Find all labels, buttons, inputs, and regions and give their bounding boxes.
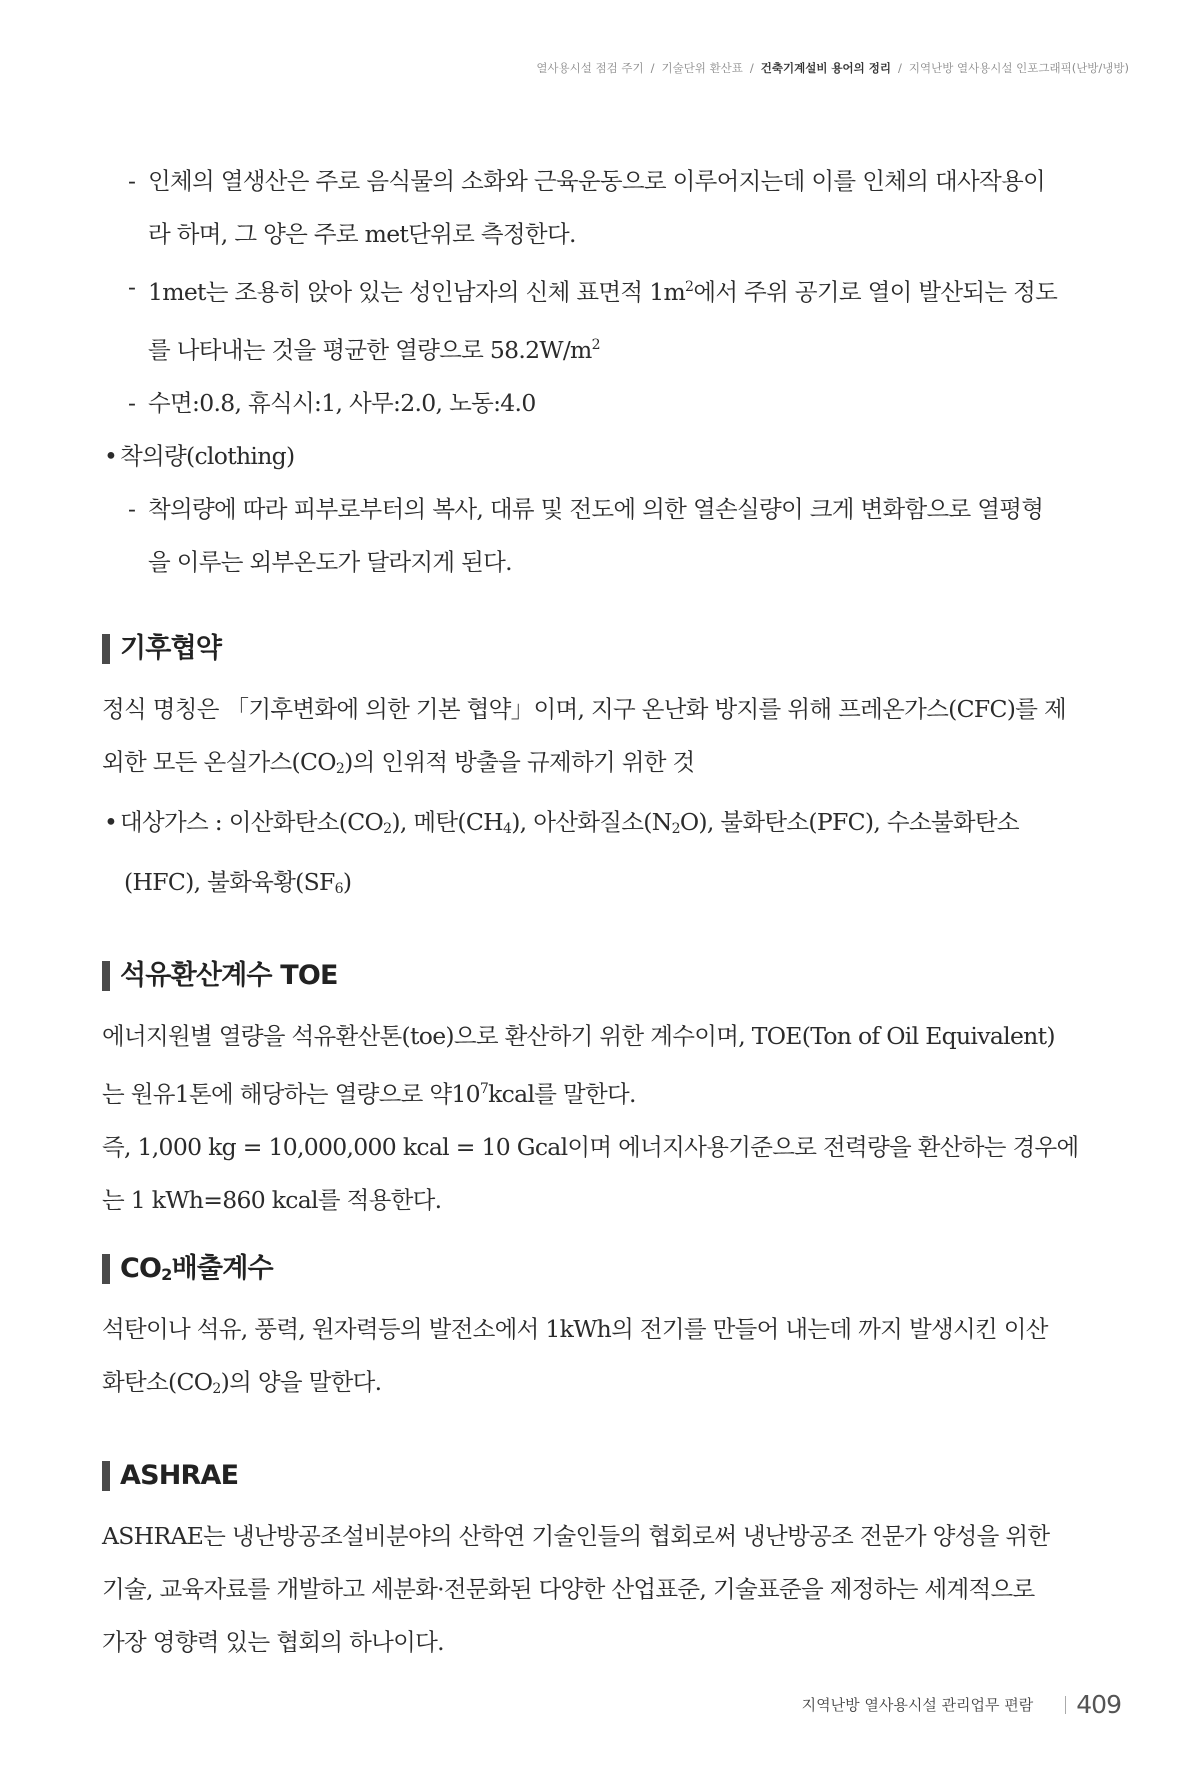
section-heading-ashrae	[102, 1456, 1112, 1496]
bullet-marker: •	[104, 808, 118, 836]
breadcrumb-item-current[interactable]: 건축기계설비 용어의 정리	[760, 61, 891, 75]
paragraph-line	[128, 261, 1112, 319]
paragraph-line: 기술, 교육자료를 개발하고 세분화·전문화된 다양한 산업표준, 기술표준을 제정하는 세계적으로	[102, 1575, 1035, 1603]
paragraph-line: 을 이루는 외부온도가 달라지게 된다.	[148, 548, 512, 576]
breadcrumb	[536, 60, 1129, 76]
text-run: 대상가스 : 이산화탄소(CO	[120, 808, 384, 836]
paragraph-line: 석탄이나 석유, 풍력, 원자력등의 발전소에서 1kWh의 전기를 만들어 내는데 까지 발생시킨 이산	[102, 1315, 1048, 1343]
subscript: 2	[161, 1265, 172, 1284]
superscript: 2	[591, 337, 600, 353]
text-run: 에서 주위 공기로 열이 발산되는 정도	[693, 278, 1058, 306]
dash-item-met-values	[102, 377, 1112, 430]
paragraph-line: 가장 영향력 있는 협회의 하나이다.	[102, 1628, 444, 1656]
paragraph-line: 라 하며, 그 양은 주로 met단위로 측정한다.	[148, 220, 576, 248]
subscript: 2	[383, 821, 392, 837]
subscript: 2	[212, 1381, 221, 1397]
heading-text: 기후협약	[120, 633, 222, 664]
footer-title: 지역난방 열사용시설 관리업무 편람	[801, 1696, 1034, 1714]
text-run: 화탄소(CO	[102, 1368, 213, 1396]
paragraph-line: 에너지원별 열량을 석유환산톤(toe)으로 환산하기 위한 계수이며, TOE(Ton of Oil Equivalent)	[102, 1022, 1055, 1050]
section-heading-toe	[102, 956, 1112, 996]
heading-bar	[102, 634, 110, 664]
bullet-marker: •	[104, 442, 118, 470]
heading-bar	[102, 961, 110, 991]
breadcrumb-separator: /	[898, 61, 902, 75]
text-run: kcal를 말한다.	[488, 1080, 636, 1108]
breadcrumb-item[interactable]: 열사용시설 점검 주기	[536, 61, 644, 75]
heading-bar	[102, 1254, 110, 1284]
paragraph-line: 인체의 열생산은 주로 음식물의 소화와 근육운동으로 이루어지는데 이를 인체의 대사작용이	[148, 167, 1045, 195]
paragraph-line	[102, 856, 1112, 916]
paragraph-line: ASHRAE는 냉난방공조설비분야의 산학연 기술인들의 협회로써 냉난방공조 전문가 양성을 위한	[102, 1522, 1050, 1550]
section-heading-climate	[102, 629, 1112, 669]
heading-text: 석유환산계수 TOE	[120, 960, 338, 991]
breadcrumb-separator: /	[650, 61, 655, 75]
text-run: 외한 모든 온실가스(CO	[102, 748, 336, 776]
paragraph-line: 수면:0.8, 휴식시:1, 사무:2.0, 노동:4.0	[148, 389, 536, 417]
dash-item-metabolism	[102, 155, 1112, 208]
text-run: 는 원유1톤에 해당하는 열량으로 약10	[102, 1080, 480, 1108]
text-run: )의 양을 말한다.	[220, 1368, 382, 1396]
heading-bar	[102, 1461, 110, 1491]
page-number: 409	[1076, 1690, 1121, 1719]
paragraph-line: 정식 명칭은 「기후변화에 의한 기본 협약」이며, 지구 온난화 방지를 위해 프레온가스(CFC)를 제	[102, 695, 1066, 723]
bullet-item-clothing	[102, 430, 1112, 483]
text-run: O), 불화탄소(PFC), 수소불화탄소	[679, 808, 1019, 836]
subscript: 2	[671, 821, 680, 837]
paragraph-line	[102, 1063, 1112, 1121]
text-run: (HFC), 불화육황(SF	[124, 868, 335, 896]
paragraph-line: 즉, 1,000 kg = 10,000,000 kcal = 10 Gcal이며 에너지사용기준으로 전력량을 환산하는 경우에	[102, 1133, 1079, 1161]
breadcrumb-separator: /	[749, 61, 754, 75]
subscript: 4	[502, 821, 512, 837]
superscript: 2	[685, 279, 694, 295]
section-heading-co2	[102, 1249, 1112, 1289]
paragraph-line: 착의량에 따라 피부로부터의 복사, 대류 및 전도에 의한 열손실량이 크게 변화함으로 열평형	[148, 495, 1044, 523]
dash-marker: -	[128, 167, 136, 195]
heading-text	[120, 1253, 273, 1284]
subscript: 2	[335, 761, 345, 777]
superscript: 7	[479, 1081, 489, 1097]
footer-divider	[1065, 1696, 1066, 1714]
heading-text: ASHRAE	[120, 1460, 239, 1491]
bullet-item-target-gases	[102, 796, 1112, 856]
dash-marker: -	[128, 273, 136, 301]
bullet-text	[120, 808, 1019, 836]
text-run: 배출계수	[171, 1253, 273, 1284]
page-footer	[802, 1690, 1121, 1719]
dash-marker: -	[128, 495, 136, 523]
text-run: 를 나타내는 것을 평균한 열량으로 58.2W/m	[148, 336, 592, 364]
text-run: 1met는 조용히 앉아 있는 성인남자의 신체 표면적 1m	[148, 278, 686, 306]
paragraph-line	[102, 1356, 1112, 1416]
page-content	[102, 155, 1112, 1669]
paragraph-line: 는 1 kWh=860 kcal를 적용한다.	[102, 1186, 442, 1214]
text-run: )	[342, 868, 352, 896]
paragraph-line	[102, 736, 1112, 796]
text-run: ), 아산화질소(N	[511, 808, 672, 836]
bullet-text: 착의량(clothing)	[120, 442, 295, 470]
paragraph-line	[102, 319, 1112, 377]
breadcrumb-item[interactable]: 기술단위 환산표	[661, 61, 743, 75]
text-run: )의 인위적 방출을 규제하기 위한 것	[344, 748, 695, 776]
dash-item-clothing	[102, 483, 1112, 536]
subscript: 6	[334, 881, 343, 897]
dash-marker: -	[128, 389, 136, 417]
dash-item-met-definition	[102, 261, 1112, 319]
text-run: ), 메탄(CH	[391, 808, 503, 836]
text-run: CO	[120, 1253, 162, 1284]
breadcrumb-item[interactable]: 지역난방 열사용시설 인포그래픽(난방/냉방)	[908, 61, 1129, 75]
